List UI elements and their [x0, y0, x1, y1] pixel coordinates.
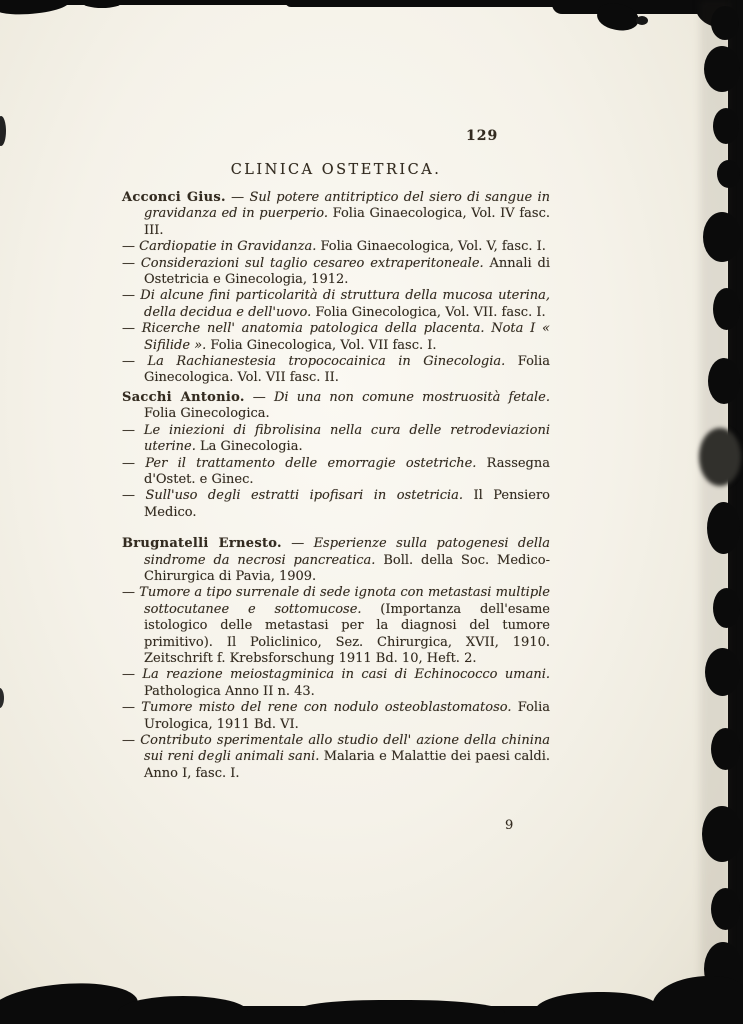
scan-artifact: [708, 358, 740, 404]
page-number-top: 129: [466, 128, 499, 144]
entry-ref: Il Pensiero Medico.: [144, 488, 550, 520]
bib-entry: [122, 585, 550, 667]
dash: —: [122, 255, 141, 271]
entry-title: Tumore misto del rene con nodulo osteoblastomatoso.: [141, 700, 512, 716]
bib-group: [122, 390, 550, 521]
entry-title: Di una non comune mostruosità fetale.: [273, 389, 550, 405]
entry-title: Le iniezioni di fibrolisina nella cura delle retrodeviazioni uterine.: [143, 422, 550, 455]
scan-artifact: [0, 1006, 743, 1024]
scan-artifact: [118, 996, 248, 1024]
scan-artifact: [713, 108, 739, 144]
scan-artifact: [713, 588, 740, 628]
entry-title: Tumore a tipo surrenale di sede ignota con metastasi multiple sottocutanee e sottomucose.: [139, 585, 551, 617]
bib-entry: [122, 456, 550, 489]
dash: —: [122, 422, 144, 438]
bib-entry: [122, 288, 550, 321]
dash: —: [122, 354, 148, 370]
bib-entry: [122, 667, 550, 700]
entry-ref: Folia Ginecologica, Vol. VII. fasc. I.: [311, 304, 546, 320]
entry-ref: (Importanza dell'esame istologico delle metastasi per la diagnosi del tumore primitivo). Il Policlinico, Sez. Chirurgica, XVII, 1910. Zeitschrift f. Krebsforschung 1911 Bd. 10, Heft. 2.: [144, 601, 550, 666]
scan-artifact: [652, 976, 743, 1024]
dash: —: [122, 321, 142, 337]
entry-title: Ricerche nell' anatomia patologica della placenta. Nota I « Sifilide ».: [141, 321, 550, 353]
entry-title: Cardiopatie in Gravidanza.: [139, 239, 317, 255]
dash: —: [122, 488, 146, 504]
dash: —: [281, 536, 314, 552]
author-name: Brugnatelli Ernesto.: [122, 536, 282, 552]
entry-ref: Rassegna d'Ostet. e Ginec.: [144, 455, 551, 487]
entry-ref: Folia Ginaecologica, Vol. V, fasc. I.: [316, 239, 546, 255]
author-name: Sacchi Antonio.: [122, 389, 245, 405]
scan-artifact: [711, 6, 739, 40]
bib-entry: [122, 354, 550, 387]
scan-artifact: [696, 0, 743, 28]
bib-entry: [122, 536, 550, 585]
scan-artifact: [699, 428, 741, 486]
scan-artifact: [295, 1000, 505, 1024]
dash: —: [122, 455, 146, 471]
dash: —: [122, 700, 142, 716]
bib-entry: [122, 423, 550, 456]
bib-entry: [122, 256, 550, 289]
scan-artifact: [0, 980, 139, 1024]
scan-artifact: [711, 728, 740, 770]
bib-entry: [122, 488, 550, 521]
section-heading: CLINICA OSTETRICA.: [230, 162, 442, 178]
bib-group: [122, 536, 550, 782]
scan-artifact: [705, 648, 740, 696]
scan-artifact: [700, 0, 730, 1024]
dash: —: [122, 288, 141, 304]
bib-group: [122, 190, 550, 387]
entry-ref: Malaria e Malattie dei paesi caldi. Anno I, fasc. I.: [144, 749, 550, 781]
entry-title: La reazione meiostagminica in casi di Echinococco umani.: [142, 667, 550, 683]
scan-artifact: [0, 0, 70, 15]
scan-artifact: [0, 688, 4, 708]
entry-ref: Folia Ginecologica.: [144, 406, 270, 422]
entry-ref: Folia Ginaecologica, Vol. IV fasc. III.: [144, 206, 550, 238]
scan-artifact: [595, 1, 641, 34]
scan-artifact: [704, 942, 742, 996]
entry-ref: Folia Ginecologica. Vol. VII fasc. II.: [144, 354, 550, 386]
entry-ref: Folia Ginecologica, Vol. VII fasc. I.: [206, 337, 437, 353]
bib-entry: [122, 321, 550, 354]
dash: —: [225, 190, 250, 205]
dash: —: [122, 733, 141, 748]
scan-artifact: [702, 806, 742, 862]
entry-title: Esperienze sulla patogenesi della sindrome da necrosi pancreatica.: [144, 536, 550, 568]
scan-artifact: [552, 0, 743, 14]
entry-title: Contributo sperimentale allo studio dell' azione della chinina sui reni degli animali sani.: [140, 733, 550, 765]
scan-artifact: [0, 116, 6, 146]
entry-title: Per il trattamento delle emorragie ostetriche.: [145, 455, 477, 471]
entry-ref: Annali di Ostetricia e Ginecologia, 1912.: [144, 255, 550, 288]
dash: —: [244, 389, 274, 405]
scan-artifact: [636, 16, 648, 25]
scan-artifact: [711, 888, 740, 930]
scan-artifact: [717, 160, 740, 188]
scan-artifact: [707, 502, 740, 554]
entry-title: Sul potere antitriptico del siero di sangue in gravidanza ed in puerperio.: [144, 190, 550, 222]
bib-entry: [122, 733, 550, 782]
scan-artifact: [728, 0, 743, 1024]
dash: —: [122, 667, 143, 683]
bibliography: [122, 190, 550, 782]
dash: —: [122, 239, 140, 255]
scan-artifact: [703, 212, 741, 262]
scan-artifact: [285, 0, 743, 7]
dash: —: [122, 585, 140, 601]
page-number-bottom: 9: [505, 818, 514, 833]
scan-artifact: [82, 0, 122, 8]
entry-ref: Folia Urologica, 1911 Bd. VI.: [144, 700, 550, 732]
scan-artifact: [704, 46, 740, 92]
scan-artifact: [0, 0, 743, 5]
entry-ref: La Ginecologia.: [195, 439, 303, 455]
entry-title: Di alcune fini particolarità di struttura della mucosa uterina, della decidua e dell'uovo.: [140, 288, 550, 320]
entry-title: Sull'uso degli estratti ipofisari in ostetricia.: [145, 488, 464, 504]
scan-artifact: [713, 288, 740, 330]
entry-title: La Rachianestesia tropococainica in Ginecologia.: [147, 354, 506, 370]
bib-entry: [122, 700, 550, 733]
bib-entry: [122, 239, 550, 255]
entry-ref: Pathologica Anno II n. 43.: [144, 683, 315, 699]
bib-entry: [122, 390, 550, 423]
bib-entry: [122, 190, 550, 239]
entry-ref: Boll. della Soc. Medico-Chirurgica di Pavia, 1909.: [144, 552, 550, 584]
entry-title: Considerazioni sul taglio cesareo extraperitoneale.: [140, 255, 484, 271]
scan-artifact: [535, 992, 660, 1024]
author-name: Acconci Gius.: [122, 190, 226, 205]
